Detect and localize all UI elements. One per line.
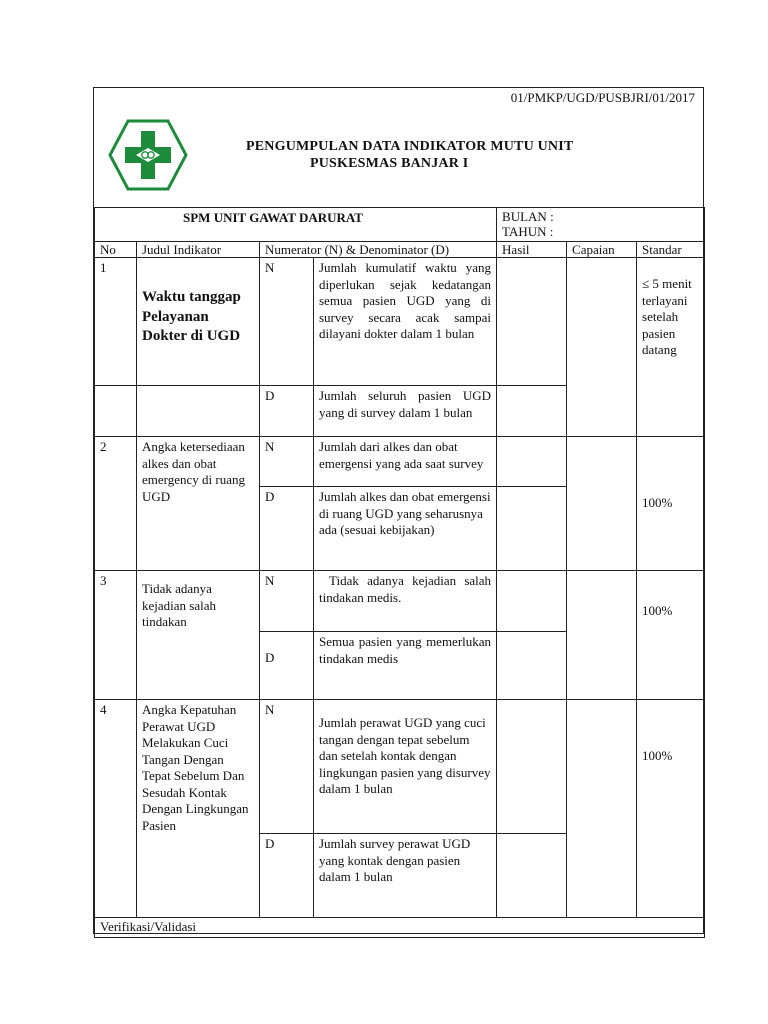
hasil-cell — [497, 632, 567, 700]
d-label: D — [260, 632, 314, 700]
capaian-cell — [567, 700, 637, 918]
document-number: 01/PMKP/UGD/PUSBJRI/01/2017 — [510, 90, 695, 105]
d-label: D — [260, 834, 314, 918]
indicator-title: Angka ketersediaan alkes dan obat emergency di ruang UGD — [137, 437, 260, 571]
n-label: N — [260, 700, 314, 834]
verification-label: Verifikasi/Validasi — [95, 918, 705, 938]
row-number: 1 — [95, 258, 137, 386]
col-hasil: Hasil — [497, 242, 567, 258]
n-label: N — [260, 571, 314, 632]
d-label: D — [260, 487, 314, 571]
row-number-empty — [95, 386, 137, 437]
capaian-cell — [567, 437, 637, 571]
col-judul: Judul Indikator — [137, 242, 260, 258]
spm-title: SPM UNIT GAWAT DARURAT — [95, 208, 497, 242]
form-frame — [93, 87, 704, 934]
numerator-text: Tidak adanya kejadian salah tindakan medis. — [314, 571, 497, 632]
table-row — [95, 700, 705, 834]
table-row — [95, 571, 705, 632]
spm-row — [95, 208, 705, 242]
n-label: N — [260, 437, 314, 487]
d-label: D — [260, 386, 314, 437]
hasil-cell — [497, 700, 567, 834]
capaian-cell — [567, 258, 637, 437]
hasil-cell — [497, 437, 567, 487]
indicator-title: Tidak adanya kejadian salah tindakan — [137, 571, 260, 700]
indicator-title-empty — [137, 386, 260, 437]
numerator-text: Jumlah perawat UGD yang cuci tangan dengan tepat sebelum dan setelah kontak dengan lingkungan pasien yang disurvey dalam 1 bulan — [314, 700, 497, 834]
denominator-text: Jumlah seluruh pasien UGD yang di survey dalam 1 bulan — [314, 386, 497, 437]
row-number: 4 — [95, 700, 137, 918]
col-numden: Numerator (N) & Denominator (D) — [260, 242, 497, 258]
standar-cell: 100% — [637, 571, 705, 700]
denominator-text: Jumlah survey perawat UGD yang kontak dengan pasien dalam 1 bulan — [314, 834, 497, 918]
form-title-line2: PUSKESMAS BANJAR I — [310, 156, 469, 171]
hasil-cell — [497, 386, 567, 437]
period-cell — [497, 208, 705, 242]
form-title-line1: PENGUMPULAN DATA INDIKATOR MUTU UNIT — [246, 139, 574, 154]
form-header — [94, 88, 703, 208]
indicator-title: Angka Kepatuhan Perawat UGD Melakukan Cuci Tangan Dengan Tepat Sebelum Dan Sesudah Kontak Dengan Lingkungan Pasien — [137, 700, 260, 918]
column-header-row — [95, 242, 705, 258]
table-row — [95, 258, 705, 386]
row-number: 2 — [95, 437, 137, 571]
col-standar: Standar — [637, 242, 705, 258]
footer-row — [95, 918, 705, 938]
col-no: No — [95, 242, 137, 258]
hasil-cell — [497, 258, 567, 386]
hasil-cell — [497, 571, 567, 632]
standar-cell: 100% — [637, 437, 705, 571]
standar-cell: 100% — [637, 700, 705, 918]
numerator-text: Jumlah dari alkes dan obat emergensi yang ada saat survey — [314, 437, 497, 487]
n-label: N — [260, 258, 314, 386]
bulan-label: BULAN : — [502, 209, 554, 224]
standar-cell: ≤ 5 menit terlayani setelah pasien datang — [637, 258, 705, 437]
table-row — [95, 437, 705, 487]
tahun-label: TAHUN : — [502, 224, 554, 239]
puskesmas-cross-logo-icon — [108, 119, 188, 191]
numerator-text: Jumlah kumulatif waktu yang diperlukan sejak kedatangan semua pasien UGD yang di survey secara acak sampai dilayani dokter dalam 1 bulan — [314, 258, 497, 386]
indicator-table — [94, 207, 705, 938]
col-capaian: Capaian — [567, 242, 637, 258]
row-number: 3 — [95, 571, 137, 700]
denominator-text: Semua pasien yang memerlukan tindakan medis — [314, 632, 497, 700]
hasil-cell — [497, 834, 567, 918]
hasil-cell — [497, 487, 567, 571]
denominator-text: Jumlah alkes dan obat emergensi di ruang UGD yang seharusnya ada (sesuai kebijakan) — [314, 487, 497, 571]
indicator-title: Waktu tanggap Pelayanan Dokter di UGD — [137, 258, 260, 386]
capaian-cell — [567, 571, 637, 700]
